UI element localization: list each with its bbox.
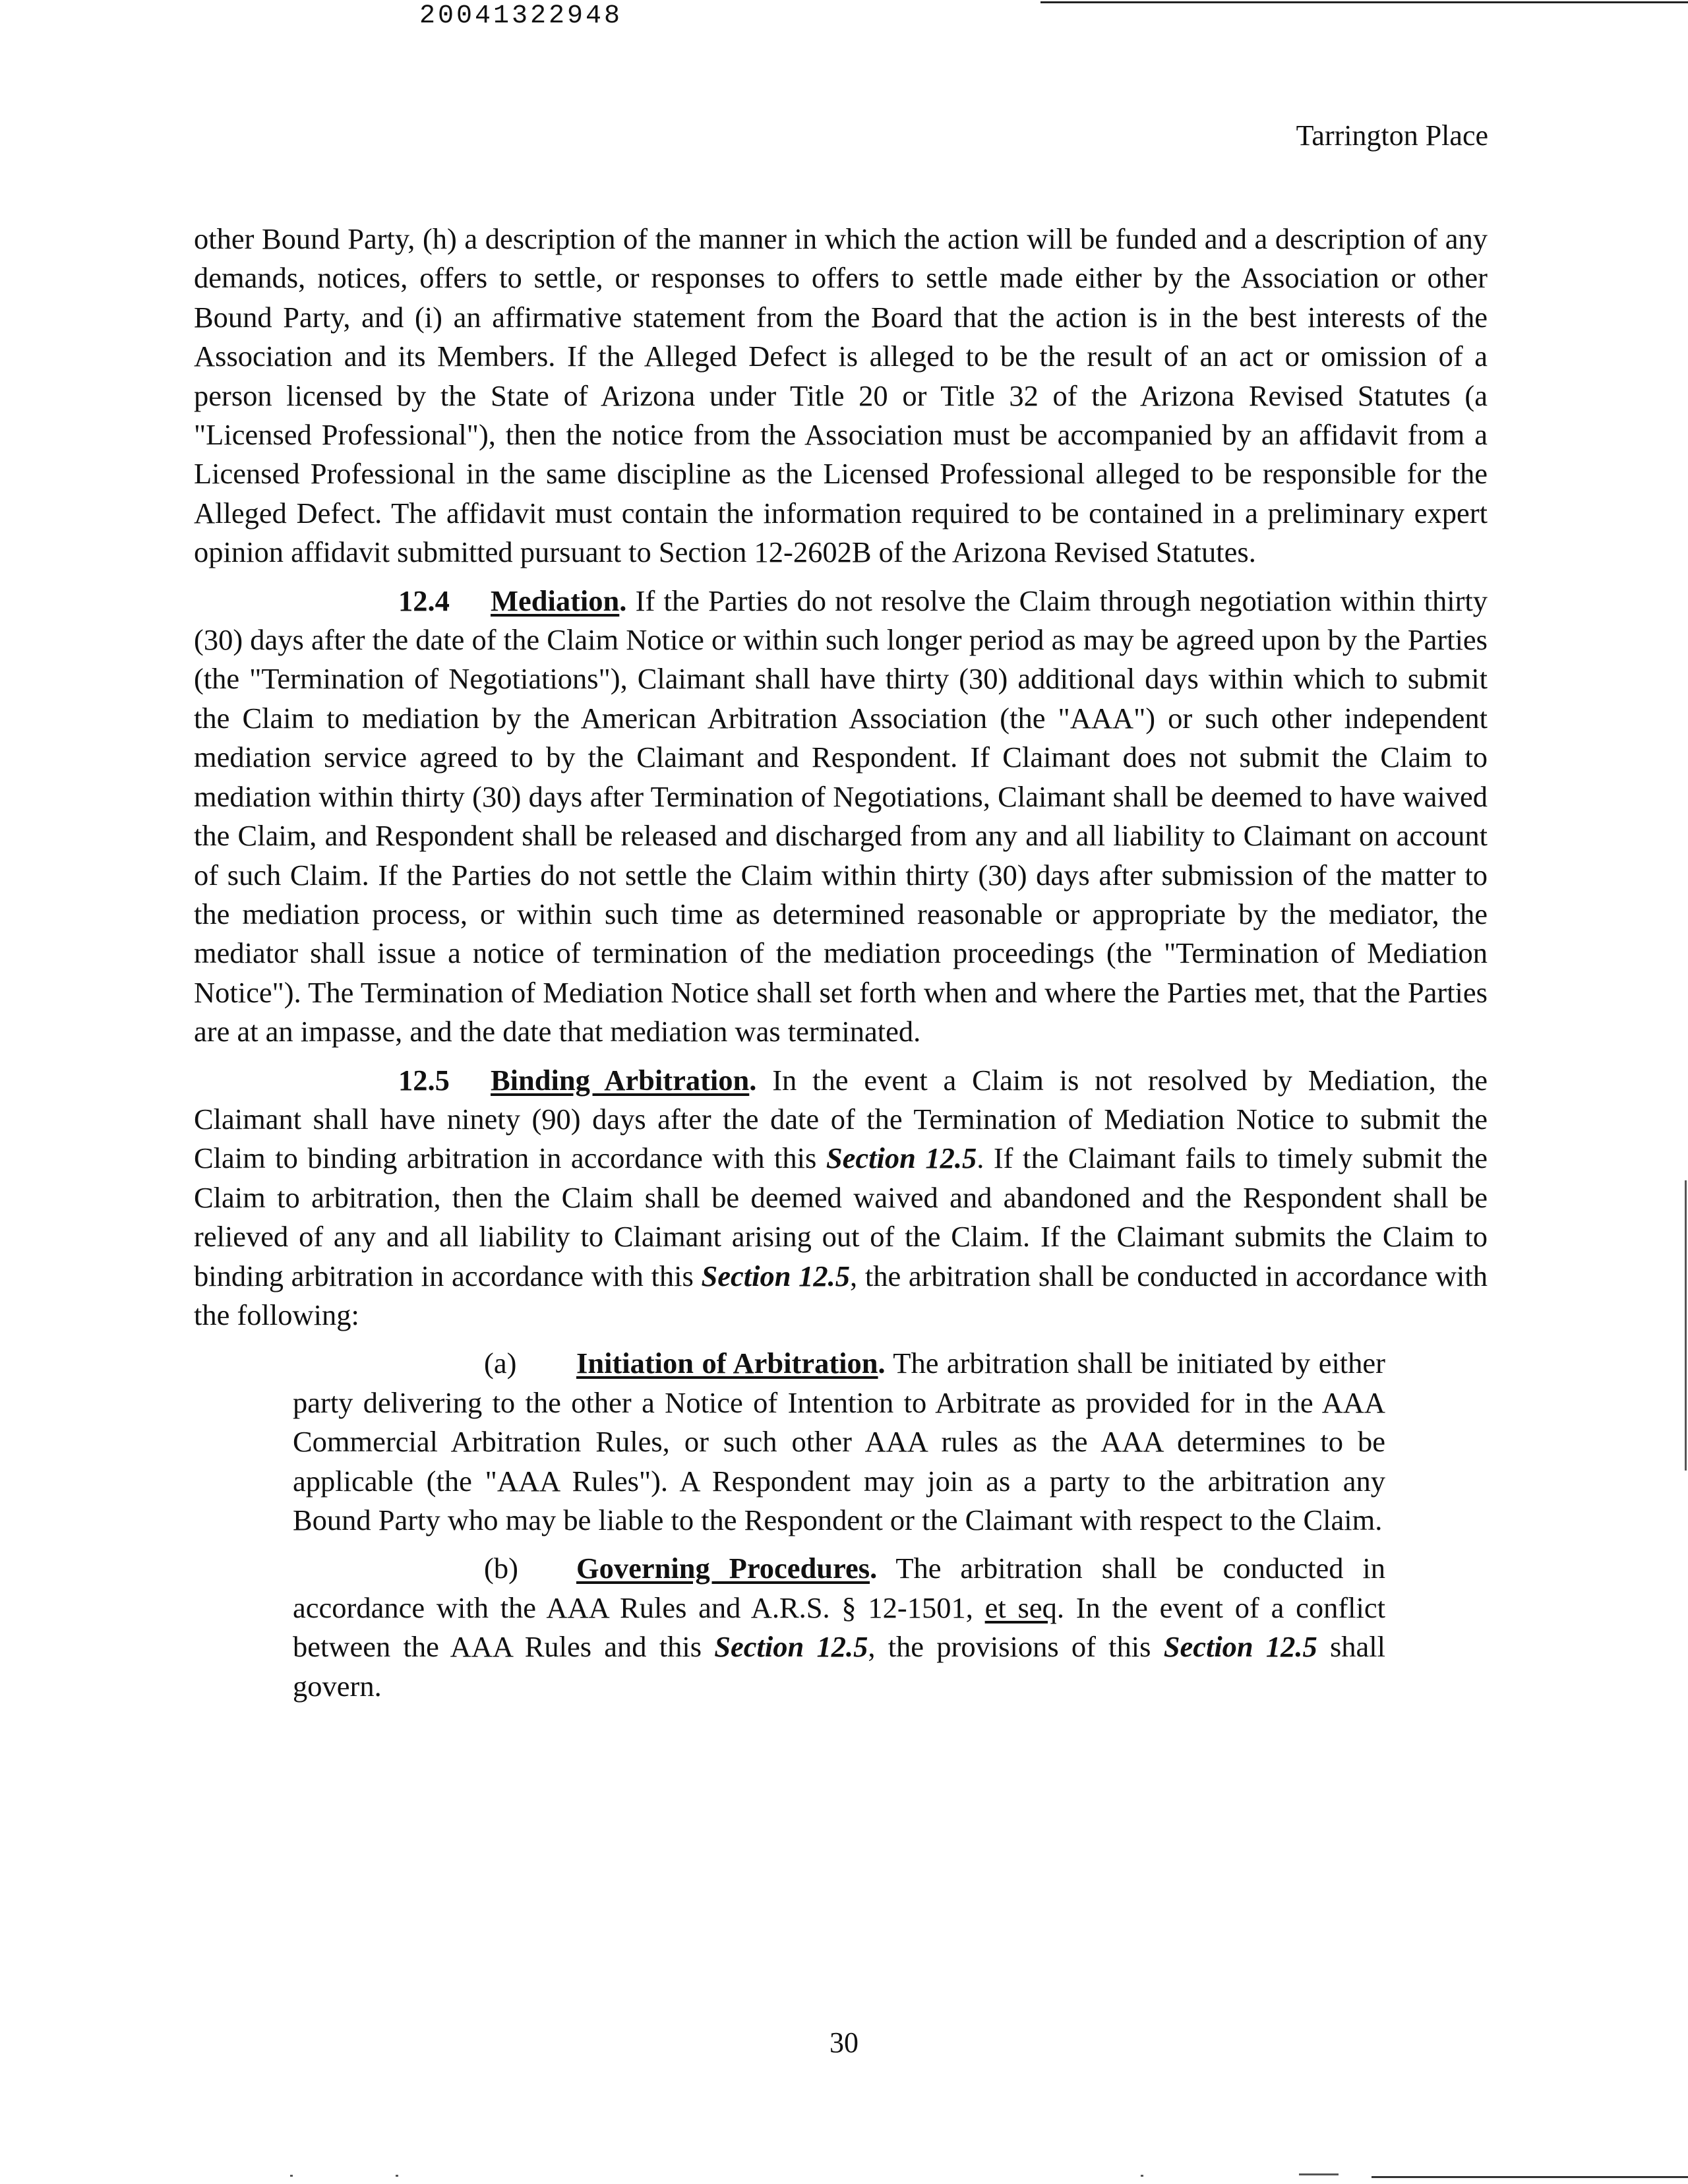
running-header: Tarrington Place xyxy=(1296,119,1488,152)
scan-rule xyxy=(1372,2176,1688,2178)
et-seq: et seq xyxy=(984,1591,1057,1624)
subsection-b-label: (b) xyxy=(484,1552,518,1585)
section-12-4-text: If the Parties do not resolve the Claim through negotiation within thirty (30) days after the date of the Claim Notice or within such longer period as may be agreed upon by the Parties (the "Termination of Negotiations"), Claimant shall have thirty (30) additional days within which to submit the Claim to mediation by the American Arbitration Association (the "AAA") or such other independent mediation service agreed to by the Claimant and Respondent. If Claimant does not submit the Claim to mediation within thirty (30) days after Termination of Negotiations, Claimant shall be deemed to have waived the Claim, and Respondent shall be released and discharged from any and all liability to Claimant on account of such Claim. If the Parties do not settle the Claim within thirty (30) days after submission of the matter to the mediation process, or within such time as determined reasonable or appropriate by the mediator, the mediator shall issue a notice of termination of the mediation proceedings (the "Termination of Mediation Notice"). The Termination of Mediation Notice shall set forth when and where the Parties met, that the Parties are at an impasse, and the date that mediation was terminated. xyxy=(194,584,1488,1048)
scan-mark xyxy=(1685,1180,1687,1471)
scan-mark xyxy=(290,2175,293,2177)
section-12-5-text-3: , the arbitration shall be conducted in accordance with the following: xyxy=(194,1259,1488,1331)
section-ref: Section 12.5 xyxy=(714,1630,868,1664)
section-ref: Section 12.5 xyxy=(701,1259,851,1292)
scan-mark xyxy=(396,2175,398,2177)
section-12-5-text-2: . If the Claimant fails to timely submit the Claim to arbitration, then the Claim shall be deemed waived and abandoned and the Respondent shall be relieved of any and all liability to Claimant arising out of the Claim. If the Claimant submits the Claim to binding arbitration in accordance with this xyxy=(194,1141,1488,1292)
section-12-4-heading: Mediation xyxy=(491,584,620,617)
subsection-b xyxy=(293,1549,1385,1706)
section-ref: Section 12.5 xyxy=(826,1141,977,1175)
section-12-4-number: 12.4 xyxy=(398,584,450,617)
section-12-5 xyxy=(194,1061,1488,1335)
section-12-4-heading-punct: . xyxy=(619,584,627,617)
top-rule xyxy=(1040,1,1688,3)
document-body xyxy=(194,220,1488,1706)
subsection-a-heading: Initiation of Arbitration xyxy=(576,1347,878,1380)
subsection-b-text-1: The arbitration shall be conducted in accordance with the AAA Rules and A.R.S. § 12-1501, xyxy=(293,1552,1385,1624)
continued-paragraph: other Bound Party, (h) a description of the manner in which the action will be funded and a description of any demands, notices, offers to settle, or responses to offers to settle made either by the Association or other Bound Party, and (i) an affirmative statement from the Board that the action is in the best interests of the Association and its Members. If the Alleged Defect is alleged to be the result of an act or omission of a person licensed by the State of Arizona under Title 20 or Title 32 of the Arizona Revised Statutes (a "Licensed Professional"), then the notice from the Association must be accompanied by an affidavit from a Licensed Professional in the same discipline as the Licensed Professional alleged to be responsible for the Alleged Defect. The affidavit must contain the information required to be contained in a preliminary expert opinion affidavit submitted pursuant to Section 12-2602B of the Arizona Revised Statutes. xyxy=(194,222,1488,569)
subsection-b-text-3: , the provisions of this xyxy=(868,1630,1151,1664)
subsection-a-label: (a) xyxy=(484,1347,517,1380)
subsection-a-text: The arbitration shall be initiated by either party delivering to the other a Notice of Intention to Arbitrate as provided for in the AAA Commercial Arbitration Rules, or such other AAA rules as the AAA determines to be applicable (the "AAA Rules"). A Respondent may join as a party to the arbitration any Bound Party who may be liable to the Respondent or the Claimant with respect to the Claim. xyxy=(293,1347,1385,1536)
subsection-b-text-2: . In the event of a conflict between the AAA Rules and this xyxy=(293,1591,1385,1664)
section-12-4 xyxy=(194,582,1488,1052)
subsection-b-heading: Governing Procedures xyxy=(576,1552,870,1585)
section-ref: Section 12.5 xyxy=(1163,1630,1317,1664)
recording-number: 20041322948 xyxy=(419,1,623,31)
section-12-5-number: 12.5 xyxy=(398,1063,450,1097)
page-number: 30 xyxy=(829,2026,859,2059)
subsection-a-heading-punct: . xyxy=(878,1347,886,1380)
section-12-5-text-1: In the event a Claim is not resolved by Mediation, the Claimant shall have ninety (90) days after the date of the Termination of Mediation Notice to submit the Claim to binding arbitration in accordance with this xyxy=(194,1063,1488,1175)
subsection-b-text-4: shall govern. xyxy=(293,1630,1386,1703)
subsection-a xyxy=(293,1344,1385,1540)
subsection-b-heading-punct: . xyxy=(870,1552,878,1585)
section-12-5-heading: Binding Arbitration xyxy=(491,1063,750,1097)
scan-mark xyxy=(1299,2173,1339,2175)
scan-mark xyxy=(1141,2175,1143,2177)
section-12-5-heading-punct: . xyxy=(749,1063,757,1097)
